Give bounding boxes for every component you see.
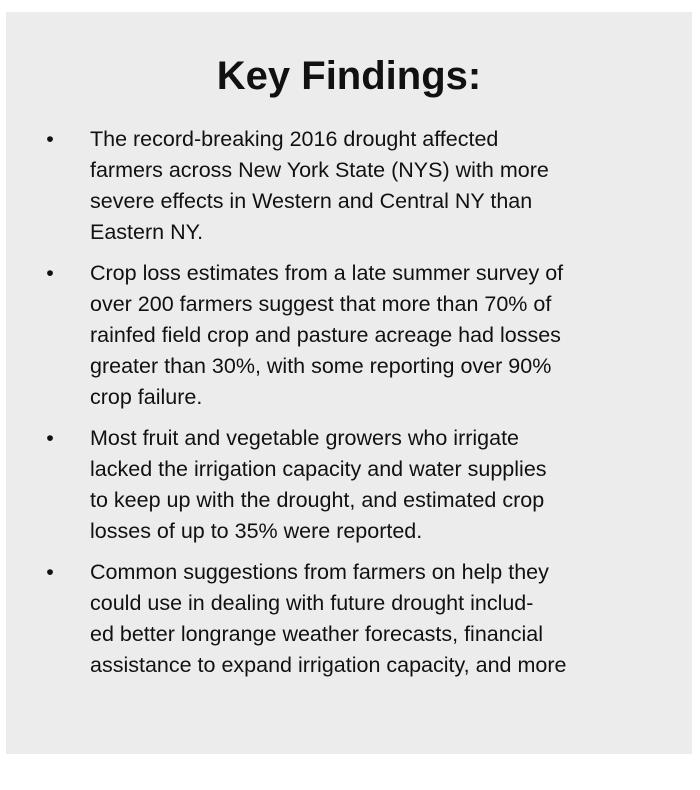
findings-list [6,124,692,691]
finding-text-line: Eastern NY. [90,220,204,244]
finding-text-line: The record-breaking 2016 drought affected [90,127,499,151]
bullet-icon: • [46,560,54,584]
finding-text-line: assistance to expand irrigation capacity, and more [90,653,567,677]
finding-text-line: losses of up to 35% were reported. [90,519,423,543]
finding-text-line: greater than 30%, with some reporting over 90% [90,354,552,378]
finding-item [6,124,692,248]
finding-item [6,557,692,681]
finding-text-line: could use in dealing with future drought includ- [90,591,534,615]
finding-item [6,423,692,547]
panel-title: Key Findings: [216,54,482,98]
finding-item [6,258,692,413]
bullet-icon: • [46,426,54,450]
finding-text-line: rainfed field crop and pasture acreage had losses [90,323,561,347]
finding-text-line: Common suggestions from farmers on help they [90,560,549,584]
finding-text-line: over 200 farmers suggest that more than 70% of [90,292,552,316]
finding-text-line: farmers across New York State (NYS) with more [90,158,549,182]
finding-text-line: to keep up with the drought, and estimated crop [90,488,545,512]
finding-text-line: severe effects in Western and Central NY than [90,189,533,213]
bullet-icon: • [46,127,54,151]
key-findings-panel [6,12,692,754]
finding-text-line: lacked the irrigation capacity and water supplies [90,457,547,481]
finding-text-line: Most fruit and vegetable growers who irrigate [90,426,520,450]
finding-text-line: Crop loss estimates from a late summer survey of [90,261,564,285]
finding-text-line: ed better longrange weather forecasts, financial [90,622,543,646]
finding-text-line: crop failure. [90,385,203,409]
bullet-icon: • [46,261,54,285]
